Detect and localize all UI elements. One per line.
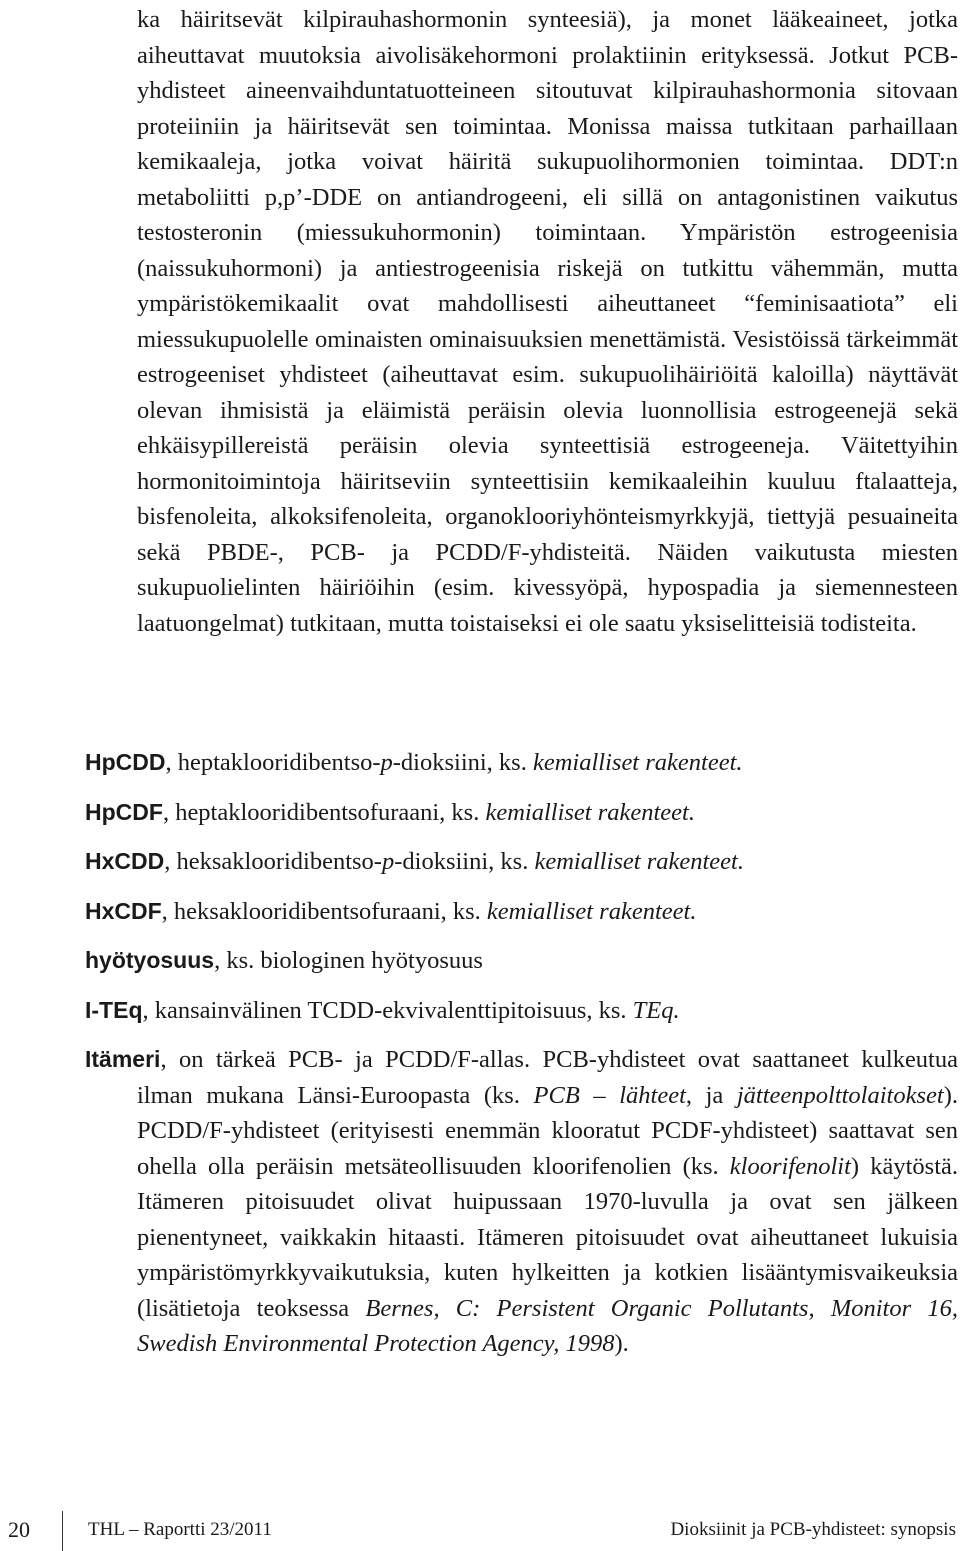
entry-term: HxCDD: [85, 848, 165, 874]
entry-text: ).: [614, 1330, 629, 1357]
entry-text: ) käytöstä. Itämeren pitoisuudet olivat huipussaan 1970-luvulla ja ovat sen jälkeen pienentyneet, vaikkakin hitaasti. Itämeren pitoisuudet ovat aiheuttaneet lukuisia ympäristömyrkkyvaikutuksia, kuten hylkeitten ja kotkien lisääntymisvaikeuksia (lisätietoja teoksessa: [137, 1152, 958, 1322]
footer-report-title: THL – Raportti 23/2011: [88, 1519, 272, 1540]
glossary-entries: [85, 745, 958, 1376]
entry-term: HpCDD: [85, 749, 166, 775]
cross-reference: jätteenpolttolaitokset: [736, 1081, 944, 1109]
entry-term: hyötyosuus: [85, 947, 215, 973]
entry-term: Itämeri: [85, 1046, 161, 1072]
footer-publication-title: Dioksiinit ja PCB-yhdisteet: synopsis: [670, 1519, 956, 1540]
entry-text: , kansainvälinen TCDD-ekvivalenttipitoisuus, ks.: [142, 996, 633, 1024]
entry-text: , ja: [685, 1081, 737, 1109]
entry-text: , heptaklooridibentsofuraani, ks.: [162, 798, 486, 826]
cross-reference: kemialliset rakenteet.: [532, 749, 743, 776]
entry-text: ). PCDD/F-yhdisteet (erityisesti enemmän klooratut PCDF-yhdisteet) saattavat sen ohella olla peräisin metsäteollisuuden kloorifenolien (ks.: [137, 1081, 958, 1180]
cross-reference: PCB – lähteet: [533, 1081, 686, 1109]
cross-reference: TEq.: [632, 996, 680, 1024]
cross-reference: kemialliset rakenteet.: [486, 897, 697, 925]
entry-text: -dioksiini, ks.: [394, 848, 535, 875]
entry-hpcdd: [85, 745, 958, 781]
entry-text: , heksaklooridibentsofuraani, ks.: [161, 897, 487, 925]
cross-reference: kloorifenolit: [729, 1152, 851, 1180]
entry-text: , heksaklooridibentso-: [164, 848, 382, 875]
page-number: 20: [8, 1517, 30, 1542]
entry-hxcdd: [85, 844, 958, 880]
entry-term: HxCDF: [85, 897, 162, 924]
entry-term: HpCDF: [85, 798, 163, 825]
entry-term: I-TEq: [85, 996, 143, 1023]
entry-text: , heptaklooridibentso-: [165, 749, 381, 776]
cross-reference: kemialliset rakenteet.: [485, 798, 695, 826]
citation: Bernes, C: Persistent Organic Pollutants, Monitor 16, Swedish Environmental Protection Agency, 1998: [137, 1294, 958, 1357]
entry-text: , on tärkeä PCB- ja PCDD/F-allas. PCB-yhdisteet ovat saattaneet kulkeutua ilman mukana Länsi-Euroopasta (ks.: [137, 1046, 958, 1109]
entry-hxcdf: [85, 894, 958, 930]
entry-hpcdf: [85, 795, 958, 831]
continuation-paragraph: ka häiritsevät kilpirauhashormonin synteesiä), ja monet lääkeaineet, jotka aiheuttavat muutoksia aivolisäkehormoni prolaktiinin erityksessä. Jotkut PCB-yhdisteet aineenvaihduntatuotteineen sitoutuvat kilpirauhashormonia sitovaan proteiiniin ja häiritsevät sen toimintaa. Monissa maissa tutkitaan parhaillaan kemikaaleja, jotka voivat häiritä sukupuolihormonien toimintaa. DDT:n metaboliitti p,p’-DDE on antiandrogeeni, eli sillä on antagonistinen vaikutus testosteronin (miessukuhormonin) toimintaan. Ympäristön estrogeenisia (naissukuhormoni) ja antiestrogeenisia riskejä on tutkittu vähemmän, mutta ympäristökemikaalit ovat mahdollisesti aiheuttaneet “feminisaatiota” eli miessukupuolelle ominaisten ominaisuuksien menettämistä. Vesistöissä tärkeimmät estrogeeniset yhdisteet (aiheuttavat esim. sukupuolihäiriöitä kaloilla) näyttävät olevan ihmisistä ja eläimistä peräisin olevia luonnollisia estrogeenejä sekä ehkäisypillereistä peräisin olevia synteettisiä estrogeeneja. Väitettyihin hormonitoimintoja häiritseviin synteettisiin kemikaaleihin kuuluu ftalaatteja, bisfenoleita, alkoksifenoleita, organoklooriyhönteismyrkkyjä, tiettyjä pesuaineita sekä PBDE-, PCB- ja PCDD/F-yhdisteitä. Näiden vaikutusta miesten sukupuolielinten häiriöihin (esim. kivessyöpä, hypospadia ja siemennesteen laatuongelmat) tutkitaan, mutta toistaiseksi ei ole saatu yksiselitteisiä todisteita.: [137, 6, 958, 637]
entry-text: , ks. biologinen hyötyosuus: [214, 947, 483, 974]
entry-italic: p: [381, 848, 395, 875]
entry-itameri: [85, 1042, 958, 1362]
entry-text: -dioksiini, ks.: [392, 749, 533, 776]
cross-reference: kemialliset rakenteet.: [534, 848, 744, 875]
entry-hyotyosuus: [85, 943, 958, 979]
entry-i-teq: [85, 993, 958, 1029]
page-footer: [0, 1517, 960, 1550]
entry-italic: p: [380, 749, 393, 776]
footer-divider: [62, 1511, 63, 1551]
